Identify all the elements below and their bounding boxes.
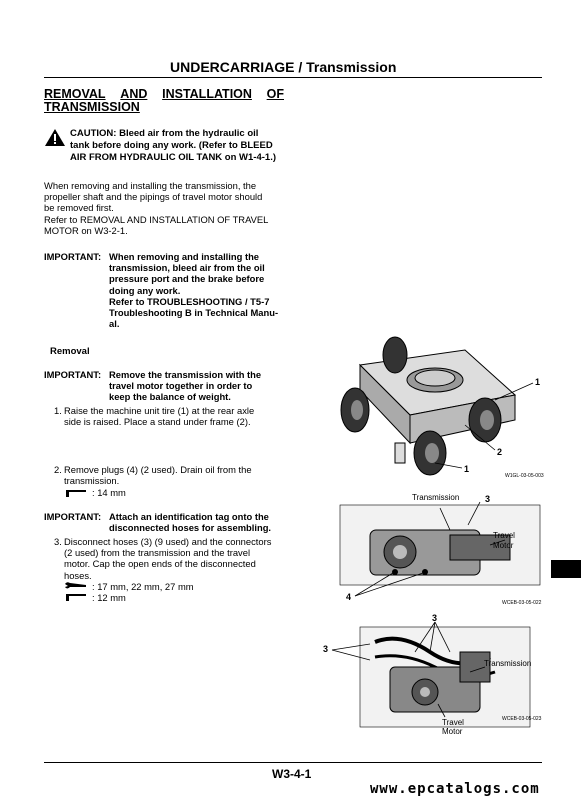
transmission-plugs-illustration — [330, 490, 545, 608]
figure-caption: WCEB-03-05-022 — [502, 600, 542, 606]
label-motor: Motor — [442, 727, 463, 736]
callout-3-left: 3 — [323, 644, 329, 654]
important-note-3: IMPORTANT: Attach an identification tag onto the disconnected hoses for assembling. — [44, 511, 272, 534]
warning-icon — [44, 128, 66, 147]
section-title-line1: REMOVAL AND INSTALLATION OF — [44, 87, 284, 101]
section-tab-marker — [551, 560, 581, 578]
step-2-tool-size: : 14 mm — [92, 487, 126, 499]
label-travel: Travel — [493, 531, 515, 540]
figure-transmission-plugs — [330, 490, 545, 608]
footer-watermark-url[interactable]: www.epcatalogs.com — [370, 781, 540, 797]
callout-2: 2 — [497, 447, 503, 457]
label-travel: Travel — [442, 718, 464, 727]
important-note-1: IMPORTANT: When removing and installing the transmission, bleed air from the oil pressure port and the brake before doing any work. Refer to TROUBLESHOOTING / T5-7 Troubleshooting B in Technical Manu- al. — [44, 251, 279, 330]
footer-rule — [44, 762, 542, 763]
step-1: 1. Raise the machine unit tire (1) at the rear axle side is raised. Place a stand under frame (2). — [54, 405, 255, 428]
figure-caption: W1GL-03-05-003 — [505, 473, 544, 479]
callout-3: 3 — [485, 494, 491, 504]
step-3-hex-size: : 12 mm — [92, 591, 126, 603]
caution-text: CAUTION: Bleed air from the hydraulic oil tank before doing any work. (Refer to BLEED AIR FROM HYDRAULIC OIL TANK on W1-4-1.) — [70, 128, 276, 163]
hex-key-icon — [64, 488, 88, 498]
figure-hoses — [320, 612, 545, 737]
figure-caption: WCEB-03-05-023 — [502, 716, 542, 722]
important-note-2: IMPORTANT: Remove the transmission with the travel motor together in order to keep the balance of weight. — [44, 369, 262, 403]
hoses-illustration — [320, 612, 545, 737]
callout-4: 4 — [346, 592, 352, 602]
page-number: W3-4-1 — [272, 767, 312, 781]
header-rule — [44, 77, 542, 78]
intro-paragraph: When removing and installing the transmission, the propeller shaft and the pipings of travel motor should be removed first. Refer to REMOVAL AND INSTALLATION OF TRAVEL MOTOR on W3-2-1. — [44, 180, 269, 236]
section-title — [44, 88, 284, 114]
callout-1b: 1 — [464, 464, 470, 474]
label-transmission: Transmission — [484, 659, 532, 668]
removal-heading: Removal — [50, 346, 90, 357]
important-label: IMPORTANT: — [44, 251, 102, 262]
important-label: IMPORTANT: — [44, 369, 102, 380]
figure-undercarriage — [325, 325, 545, 480]
hex-key-icon — [64, 592, 88, 602]
undercarriage-illustration — [325, 325, 545, 480]
important-label: IMPORTANT: — [44, 511, 102, 522]
page-header-title: UNDERCARRIAGE / Transmission — [170, 59, 397, 75]
label-transmission: Transmission — [412, 493, 460, 502]
section-title-line2: TRANSMISSION — [44, 100, 140, 114]
step-2: 2. Remove plugs (4) (2 used). Drain oil from the transmission. : 14 mm — [54, 464, 252, 499]
callout-1a: 1 — [535, 377, 541, 387]
step-3-wrench-sizes: : 17 mm, 22 mm, 27 mm — [92, 580, 194, 592]
step-3: 3. Disconnect hoses (3) (9 used) and the connectors (2 used) from the transmission and the travel motor. Cap the open ends of the disconnected hoses. : 17 mm, 22 mm, 27 mm : 12 mm — [54, 536, 272, 603]
label-motor: Motor — [493, 541, 514, 550]
callout-3-top: 3 — [432, 613, 438, 623]
wrench-icon — [64, 581, 88, 591]
